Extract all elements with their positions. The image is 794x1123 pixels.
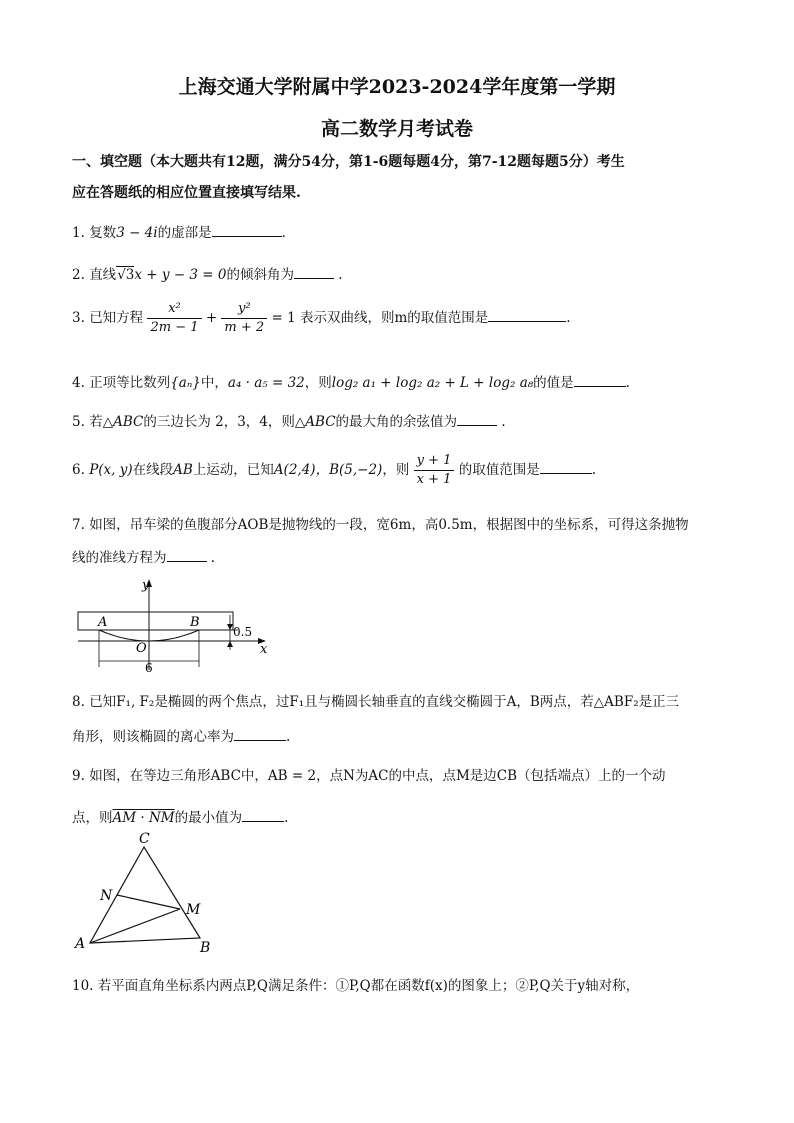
question-number: 9. bbox=[72, 768, 85, 784]
segment-NM bbox=[117, 895, 180, 909]
q9-text: 如图，在等边三角形ABC中，AB = 2，点N为AC的中点，点M是边CB（包括端点）上的一个动 bbox=[89, 768, 666, 784]
question-8-line2: 角形，则该椭圆的离心率为 . bbox=[72, 729, 291, 745]
question-5: 5. 若△ABC的三边长为 2，3，4，则△ABC的最大角的余弦值为 . bbox=[72, 414, 506, 430]
question-4: 4. 正项等比数列{aₙ}中，a₄ · a₅ = 32，则log₂ a₁ + log₂ a₂ + L + log₂ a₈的值是 . bbox=[72, 375, 630, 391]
answer-blank[interactable] bbox=[574, 374, 626, 387]
question-number: 4. bbox=[72, 375, 85, 391]
q6-mid2: 上运动，已知 bbox=[192, 462, 274, 478]
q9-vector-expr: AM · NM bbox=[112, 810, 175, 826]
q6-ab: AB bbox=[173, 462, 193, 478]
question-number: 8. bbox=[72, 694, 85, 710]
q3-eq: = 1 bbox=[271, 310, 296, 326]
label-x: x bbox=[260, 642, 268, 657]
q3-post: 表示双曲线，则m的取值范围是 bbox=[299, 310, 489, 326]
question-number: 10. bbox=[72, 978, 94, 994]
label-A: A bbox=[98, 615, 108, 630]
q7-text: 如图，吊车梁的鱼腹部分AOB是抛物线的一段，宽6m，高0.5m，根据图中的坐标系，可得这条抛物 bbox=[89, 517, 689, 533]
question-2: 2. 直线√3x + y − 3 = 0的倾斜角为 . bbox=[72, 267, 343, 283]
q6-p: P(x, y) bbox=[89, 462, 133, 478]
answer-blank[interactable] bbox=[540, 461, 592, 474]
question-number: 6. bbox=[72, 462, 85, 478]
q6-b: B(5,−2) bbox=[329, 462, 383, 478]
segment-AM bbox=[90, 909, 180, 943]
q6-a: A(2,4)， bbox=[273, 462, 330, 478]
answer-blank[interactable] bbox=[167, 549, 207, 562]
q5-mid: 的三边长为 2，3，4，则 bbox=[143, 414, 295, 430]
question-8 bbox=[72, 690, 679, 710]
question-3: 3. 已知方程 $\frac{\text{x²}}{2m - 1}$ + $\frac{\text{y²}}{m + 2}$ = 1 表示双曲线，则m的取值范围是 . bbox=[72, 301, 571, 335]
question-number: 3. bbox=[72, 310, 85, 326]
section-heading-line1: 一、填空题（本大题共有12题，满分54分，第1-6题每题4分，第7-12题每题5分）考生 bbox=[72, 154, 625, 170]
exam-title-subject: 高二数学月考试卷 bbox=[320, 118, 473, 140]
q6-post: 的取值范围是 bbox=[458, 462, 540, 478]
q4-post: 的值是 bbox=[533, 375, 574, 391]
q6-mid1: 在线段 bbox=[132, 462, 174, 478]
answer-blank[interactable] bbox=[294, 266, 334, 279]
q2-post: 的倾斜角为 bbox=[226, 267, 294, 283]
q9-post: 的最小值为 bbox=[174, 810, 243, 826]
q5-post: 的最大角的余弦值为 bbox=[335, 414, 458, 430]
answer-blank[interactable] bbox=[488, 309, 566, 322]
q2-expr: x + y − 3 = 0 bbox=[134, 267, 227, 283]
question-number: 7. bbox=[72, 517, 85, 533]
q4-mid: 中， bbox=[200, 375, 228, 391]
fraction: $\frac{\text{y²}}{m + 2}$ bbox=[221, 300, 267, 337]
question-7 bbox=[72, 513, 689, 533]
label-width: 6 bbox=[145, 661, 153, 675]
q9-text-b: 点，则 bbox=[72, 810, 113, 826]
label-A: A bbox=[75, 936, 86, 952]
q5-tri2: △ABC bbox=[294, 414, 336, 430]
question-number: 5. bbox=[72, 414, 85, 430]
section-heading-line2: 应在答题纸的相应位置直接填写结果. bbox=[72, 185, 301, 201]
question-number: 1. bbox=[72, 225, 85, 241]
q6-mid3: ，则 bbox=[382, 462, 410, 478]
q1-post: 的虚部是 bbox=[157, 225, 212, 241]
answer-blank[interactable] bbox=[234, 728, 286, 741]
q4-text: 正项等比数列 bbox=[89, 375, 171, 391]
answer-blank[interactable] bbox=[242, 809, 284, 822]
q7-text-b: 线的准线方程为 bbox=[72, 550, 167, 566]
label-y: y bbox=[142, 578, 150, 593]
q2-text: 直线 bbox=[89, 267, 117, 283]
question-6: 6. P(x, y)在线段AB上运动，已知A(2,4)，B(5,−2)，则 $\frac{y + 1}{x + 1}$ 的取值范围是 . bbox=[72, 453, 596, 487]
label-C: C bbox=[139, 831, 150, 847]
fraction: $\frac{\text{x²}}{2m - 1}$ bbox=[147, 300, 201, 337]
sqrt-symbol: √3 bbox=[117, 267, 135, 283]
label-height: 0.5 bbox=[233, 625, 253, 639]
question-9 bbox=[72, 764, 666, 784]
q1-text: 复数 bbox=[89, 225, 117, 241]
answer-blank[interactable] bbox=[212, 224, 282, 237]
figure-parabola-beam bbox=[70, 575, 280, 675]
q4-seq: {aₙ} bbox=[170, 375, 201, 391]
q8-text: 已知F₁, F₂是椭圆的两个焦点，过F₁且与椭圆长轴垂直的直线交椭圆于A，B两点，若△ABF₂是正三 bbox=[89, 694, 680, 710]
answer-blank[interactable] bbox=[457, 413, 497, 426]
q10-text: 若平面直角坐标系内两点P,Q满足条件：①P,Q都在函数f(x)的图象上；②P,Q关于y轴对称， bbox=[97, 978, 640, 994]
q4-mid2: ，则 bbox=[304, 375, 332, 391]
q4-expr: log₂ a₁ + log₂ a₂ + L + log₂ a₈ bbox=[331, 375, 534, 391]
fraction: $\frac{y + 1}{x + 1}$ bbox=[414, 452, 455, 489]
q5-tri1: △ABC bbox=[102, 414, 144, 430]
q5-text: 若 bbox=[89, 414, 103, 430]
q1-expr: 3 − 4i bbox=[116, 225, 158, 241]
question-number: 2. bbox=[72, 267, 85, 283]
label-N: N bbox=[100, 888, 113, 904]
q3-text: 已知方程 bbox=[89, 310, 144, 326]
q4-cond: a₄ · a₅ = 32 bbox=[227, 375, 305, 391]
question-7-line2: 线的准线方程为 . bbox=[72, 550, 216, 566]
question-1: 1. 复数3 − 4i的虚部是 . bbox=[72, 225, 286, 241]
label-M: M bbox=[186, 902, 201, 918]
label-B: B bbox=[190, 615, 200, 630]
label-B: B bbox=[200, 940, 211, 956]
figure-equilateral-triangle bbox=[70, 830, 220, 960]
exam-title-school: 上海交通大学附属中学2023-2024学年度第一学期 bbox=[178, 76, 616, 98]
question-9-line2: 点，则AM · NM的最小值为 . bbox=[72, 810, 289, 826]
label-O: O bbox=[136, 641, 147, 656]
question-10 bbox=[72, 974, 639, 994]
q8-text-b: 角形，则该椭圆的离心率为 bbox=[72, 729, 234, 745]
